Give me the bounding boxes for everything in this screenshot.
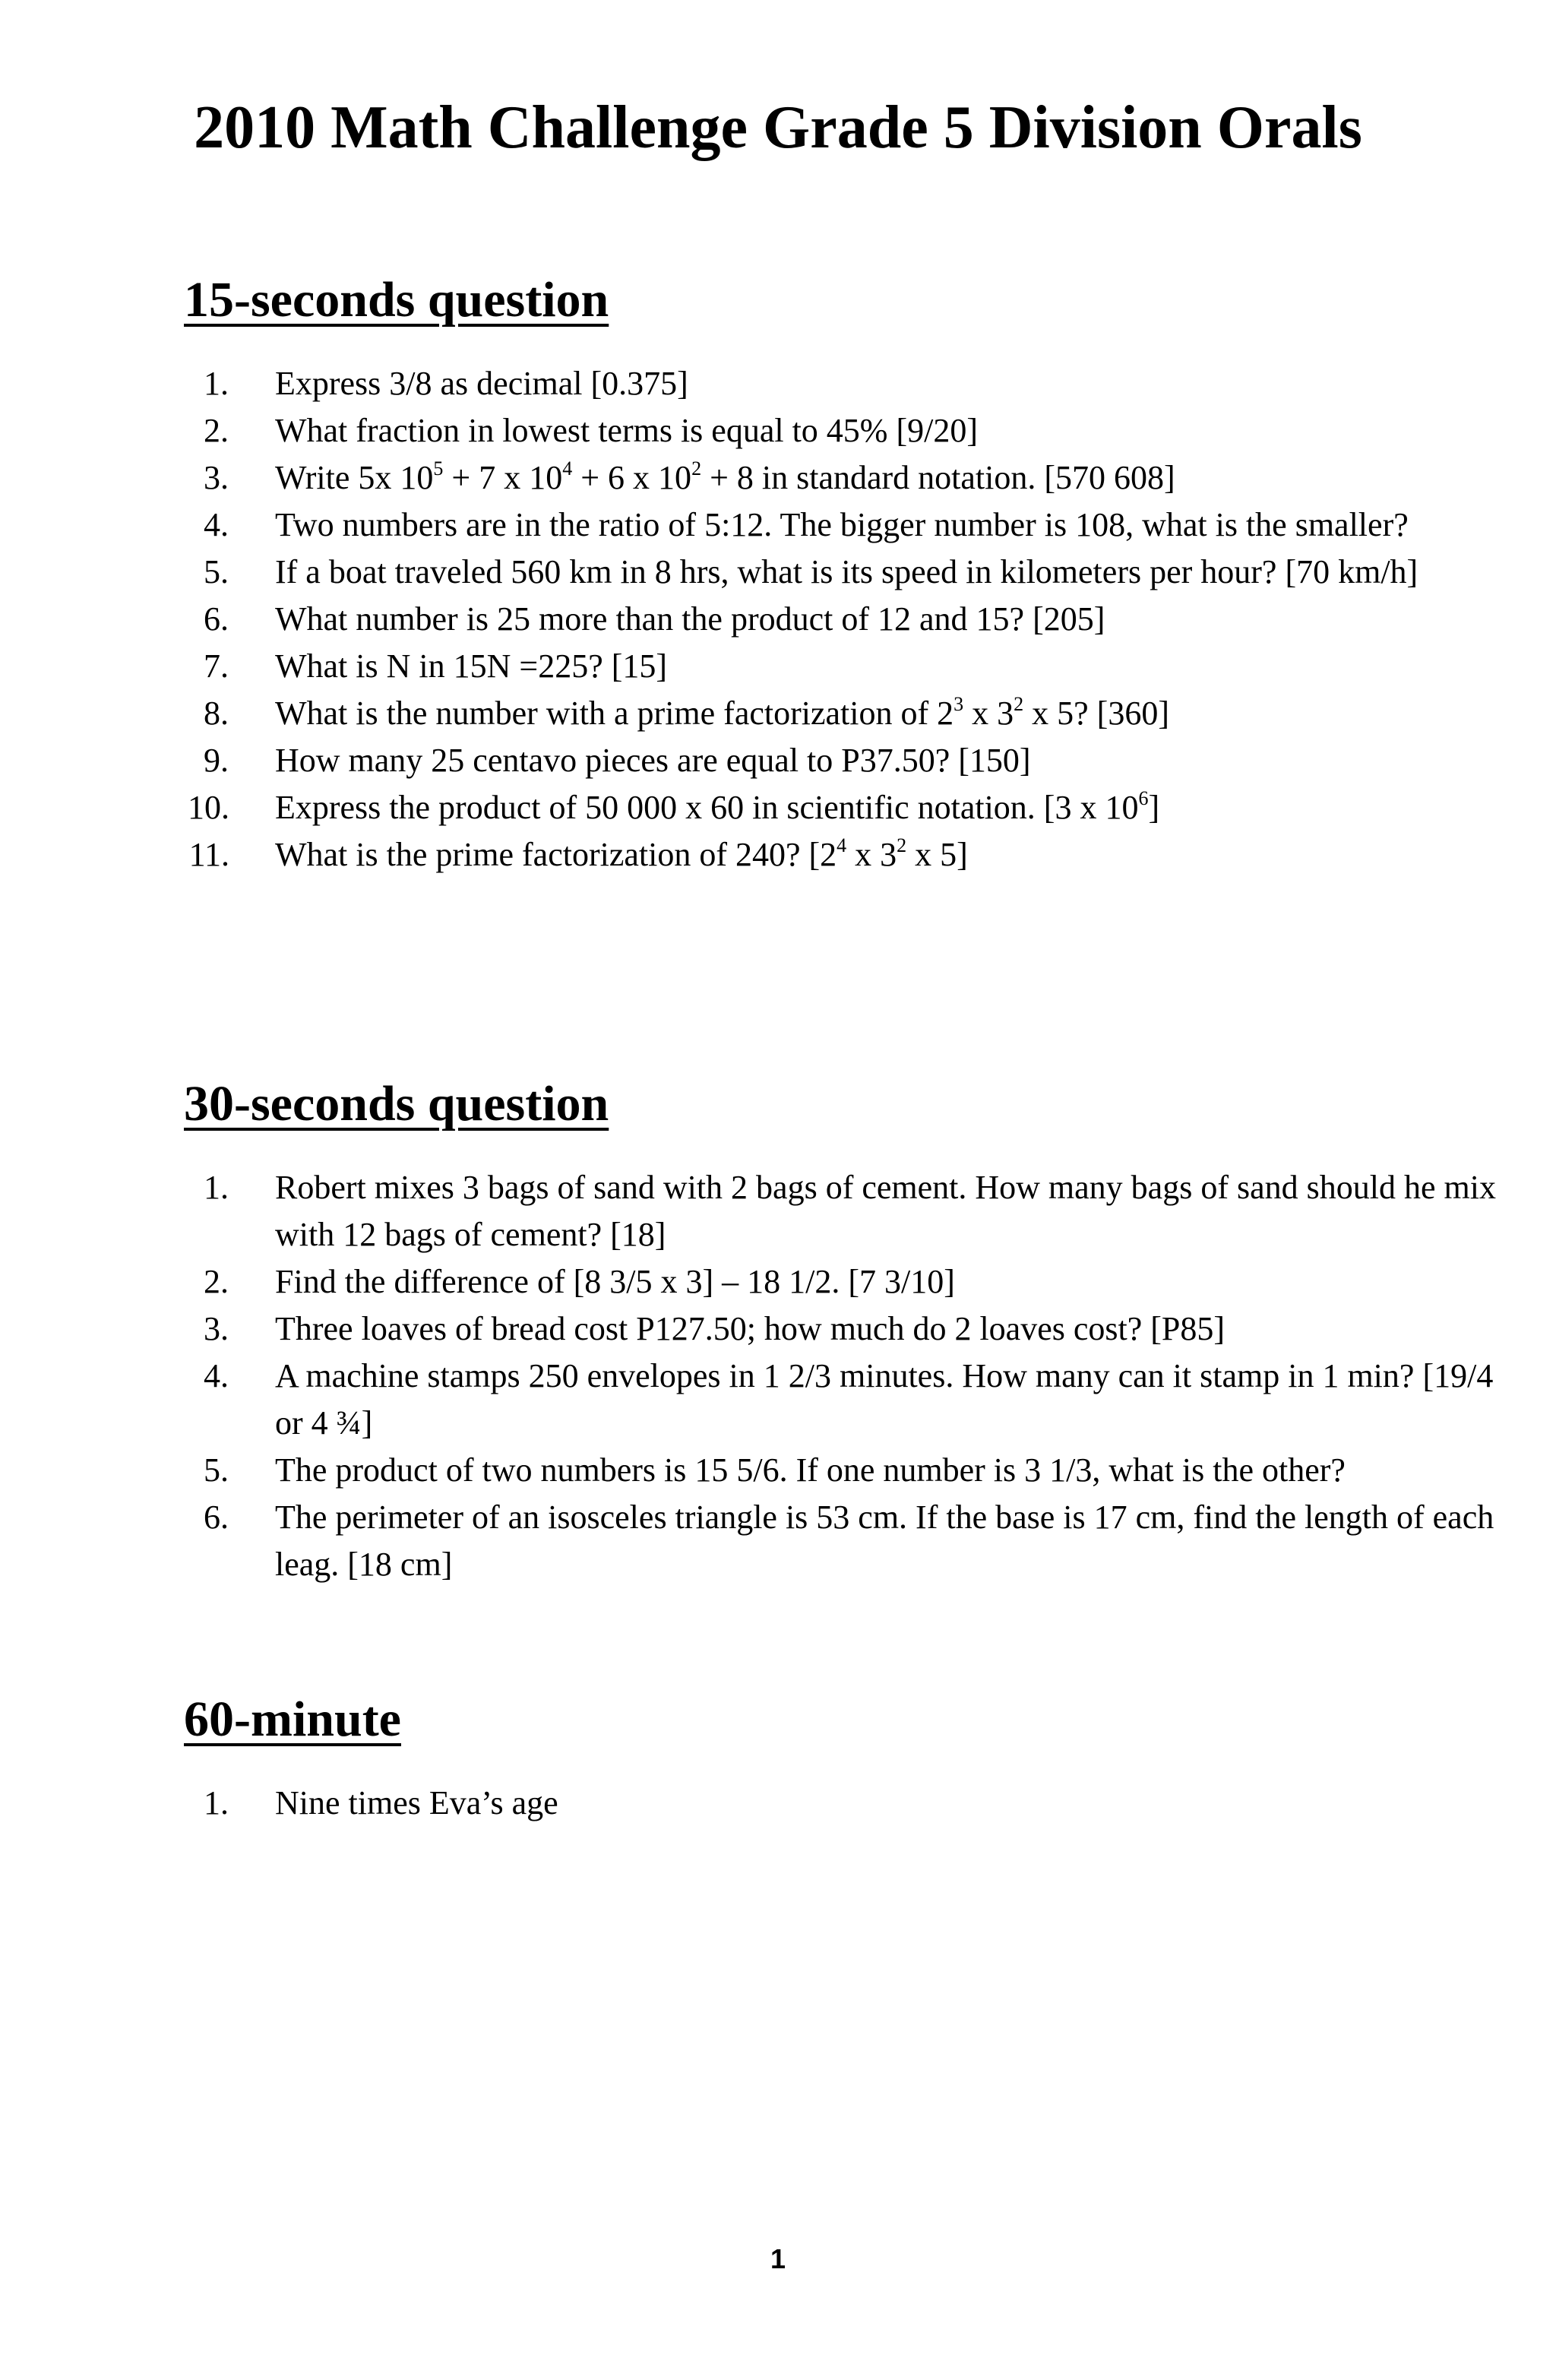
exponent: 2	[897, 834, 907, 856]
question-item	[0, 1258, 1506, 1306]
exponent: 3	[954, 693, 964, 715]
page-number: 1	[770, 2243, 786, 2274]
question-text: Write 5x 10	[275, 459, 434, 496]
question-text: What is N in 15N =225? [15]	[275, 647, 668, 685]
question-item	[0, 784, 1506, 831]
question-number: 4.	[204, 506, 229, 543]
section-heading-15-seconds: 15-seconds question	[184, 272, 609, 328]
question-text: Three loaves of bread cost P127.50; how much do 2 loaves cost? [P85]	[275, 1310, 1226, 1347]
question-item	[0, 1164, 1506, 1258]
question-text: Nine times Eva’s age	[275, 1784, 558, 1821]
question-item	[0, 831, 1506, 878]
question-item	[0, 690, 1506, 737]
question-number: 9.	[204, 742, 229, 779]
question-item	[0, 502, 1506, 549]
exponent: 5	[433, 457, 444, 479]
question-number: 6.	[204, 1499, 229, 1536]
question-text: x 3	[846, 836, 897, 873]
question-text: A machine stamps 250 envelopes in 1 2/3 minutes. How many can it stamp in 1 min? [19/4 or 4 ¾]	[275, 1357, 1494, 1442]
question-text: What fraction in lowest terms is equal to 45% [9/20]	[275, 412, 978, 449]
question-list-30-seconds	[0, 1164, 1506, 1588]
question-number: 11.	[188, 836, 229, 873]
question-number: 4.	[204, 1357, 229, 1394]
question-item	[0, 596, 1506, 643]
question-text: What number is 25 more than the product of 12 and 15? [205]	[275, 600, 1105, 638]
question-item	[0, 737, 1506, 784]
exponent: 2	[691, 457, 702, 479]
question-number: 1.	[204, 365, 229, 402]
exponent: 2	[1014, 693, 1024, 715]
question-number: 5.	[204, 553, 229, 590]
question-text: Two numbers are in the ratio of 5:12. The bigger number is 108, what is the smaller?	[275, 506, 1409, 543]
question-item	[0, 1306, 1506, 1353]
question-number: 2.	[204, 1263, 229, 1300]
question-list-15-seconds	[0, 360, 1506, 878]
question-text: The perimeter of an isosceles triangle is 53 cm. If the base is 17 cm, find the length of each leag. [18 cm]	[275, 1499, 1494, 1583]
question-text: x 3	[963, 695, 1014, 732]
question-text: + 8 in standard notation. [570 608]	[701, 459, 1175, 496]
question-text: + 7 x 10	[443, 459, 563, 496]
question-text: ]	[1148, 789, 1160, 826]
question-item	[0, 643, 1506, 690]
question-item	[0, 549, 1506, 596]
question-item	[0, 1494, 1506, 1588]
question-text: Find the difference of [8 3/5 x 3] – 18 1/2. [7 3/10]	[275, 1263, 955, 1300]
section-heading-30-seconds: 30-seconds question	[184, 1076, 609, 1131]
question-number: 3.	[204, 1310, 229, 1347]
question-text: The product of two numbers is 15 5/6. If one number is 3 1/3, what is the other?	[275, 1451, 1346, 1489]
question-text: If a boat traveled 560 km in 8 hrs, what is its speed in kilometers per hour? [70 km/h]	[275, 553, 1418, 590]
exponent: 4	[562, 457, 573, 479]
question-number: 10.	[188, 789, 229, 826]
question-text: Robert mixes 3 bags of sand with 2 bags of cement. How many bags of sand should he mix with 12 bags of cement? [18]	[275, 1169, 1496, 1253]
question-text: What is the number with a prime factorization of 2	[275, 695, 954, 732]
question-item	[0, 1780, 1506, 1827]
question-text: x 5]	[906, 836, 968, 873]
question-number: 3.	[204, 459, 229, 496]
question-text: Express 3/8 as decimal [0.375]	[275, 365, 688, 402]
question-number: 6.	[204, 600, 229, 638]
question-number: 8.	[204, 695, 229, 732]
section-heading-60-minute: 60-minute	[184, 1692, 401, 1747]
question-text: x 5? [360]	[1023, 695, 1169, 732]
page-title: 2010 Math Challenge Grade 5 Division Orals	[194, 94, 1362, 161]
question-number: 2.	[204, 412, 229, 449]
question-text: What is the prime factorization of 240? [2	[275, 836, 837, 873]
question-item	[0, 407, 1506, 454]
question-item	[0, 1353, 1506, 1447]
question-item	[0, 360, 1506, 407]
question-text: + 6 x 10	[572, 459, 692, 496]
question-text: How many 25 centavo pieces are equal to P37.50? [150]	[275, 742, 1031, 779]
question-text: Express the product of 50 000 x 60 in scientific notation. [3 x 10	[275, 789, 1139, 826]
question-item	[0, 454, 1506, 502]
question-list-60-minute	[0, 1780, 1506, 1827]
question-number: 1.	[204, 1169, 229, 1206]
exponent: 4	[837, 834, 847, 856]
question-number: 7.	[204, 647, 229, 685]
question-number: 1.	[204, 1784, 229, 1821]
exponent: 6	[1138, 787, 1149, 809]
question-item	[0, 1447, 1506, 1494]
question-number: 5.	[204, 1451, 229, 1489]
